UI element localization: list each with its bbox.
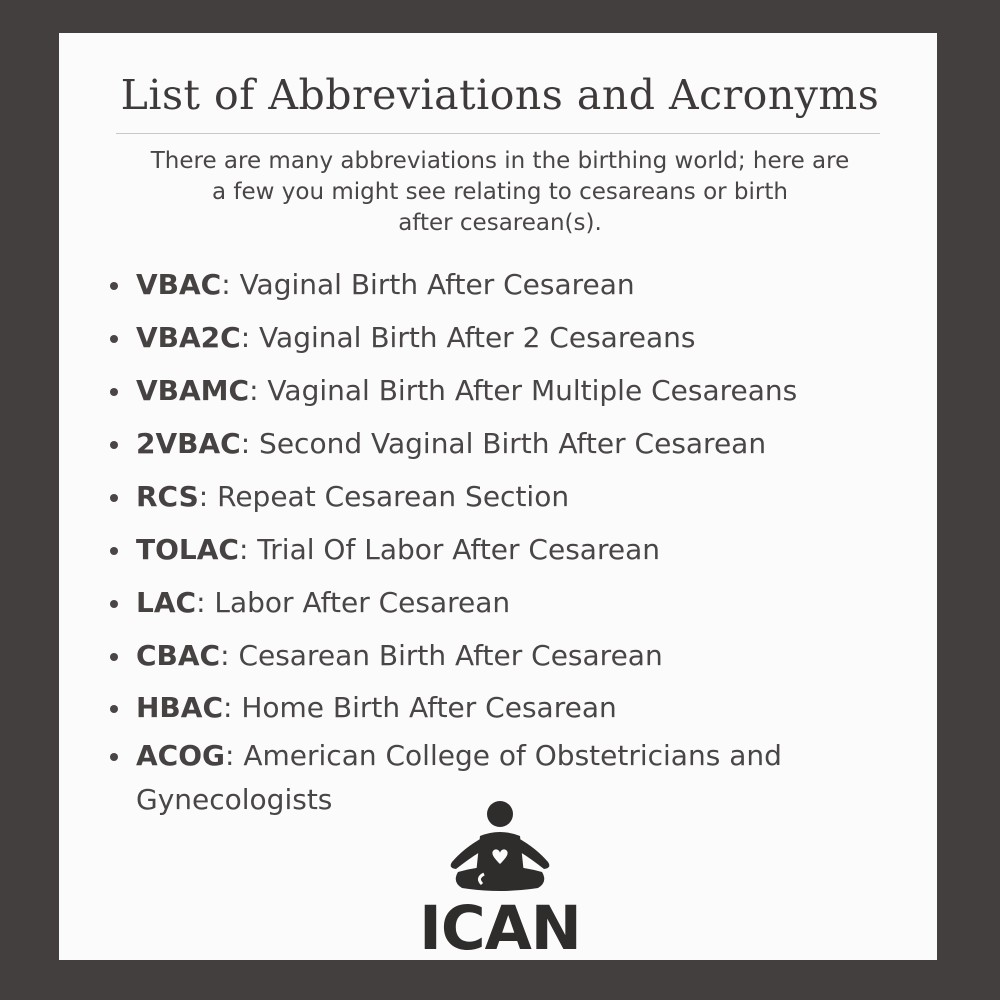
definition: : Repeat Cesarean Section xyxy=(198,480,570,513)
bullet-icon xyxy=(110,441,118,449)
list-item-text xyxy=(136,263,886,307)
abbreviation: HBAC xyxy=(136,691,223,724)
ican-wordmark: ICAN xyxy=(419,893,581,964)
intro-line-1: There are many abbreviations in the birthing world; here are xyxy=(150,148,850,174)
list-item-text xyxy=(136,581,886,625)
bullet-icon xyxy=(110,705,118,713)
abbreviation: VBAC xyxy=(136,268,222,301)
title-divider xyxy=(116,133,880,134)
page-title: List of Abbreviations and Acronyms xyxy=(120,71,880,119)
definition: : Vaginal Birth After Cesarean xyxy=(221,268,635,301)
bullet-icon xyxy=(110,335,118,343)
definition: : Trial Of Labor After Cesarean xyxy=(238,533,660,566)
bullet-icon xyxy=(110,753,118,761)
definition: : Labor After Cesarean xyxy=(196,586,511,619)
abbreviation: CBAC xyxy=(136,639,221,672)
bullet-icon xyxy=(110,600,118,608)
bullet-icon xyxy=(110,653,118,661)
bullet-icon xyxy=(110,282,118,290)
list-item-text xyxy=(136,422,886,466)
definition: : Vaginal Birth After Multiple Cesareans xyxy=(249,374,798,407)
bullet-icon xyxy=(110,388,118,396)
definition: : Vaginal Birth After 2 Cesareans xyxy=(240,321,696,354)
abbreviation: 2VBAC xyxy=(136,427,241,460)
abbreviation: LAC xyxy=(136,586,197,619)
list-item-text xyxy=(136,475,886,519)
list-item-text xyxy=(136,369,886,413)
intro-line-3: after cesarean(s). xyxy=(398,210,602,236)
definition: : Second Vaginal Birth After Cesarean xyxy=(240,427,767,460)
bullet-icon xyxy=(110,547,118,555)
definition: : American College of Obstetricians and Gynecologists xyxy=(136,739,782,816)
list-item-text xyxy=(136,634,886,678)
abbreviation: VBA2C xyxy=(136,321,241,354)
intro-text xyxy=(80,146,920,239)
list-item-text xyxy=(136,528,886,572)
list-item-text xyxy=(136,686,886,730)
abbreviation: TOLAC xyxy=(136,533,239,566)
intro-line-2: a few you might see relating to cesareans or birth xyxy=(212,179,788,205)
list-item-text xyxy=(136,316,886,360)
definition: : Home Birth After Cesarean xyxy=(223,691,617,724)
abbreviation: RCS xyxy=(136,480,199,513)
definition: : Cesarean Birth After Cesarean xyxy=(220,639,663,672)
abbreviation: VBAMC xyxy=(136,374,250,407)
abbreviation: ACOG xyxy=(136,739,226,772)
bullet-icon xyxy=(110,494,118,502)
